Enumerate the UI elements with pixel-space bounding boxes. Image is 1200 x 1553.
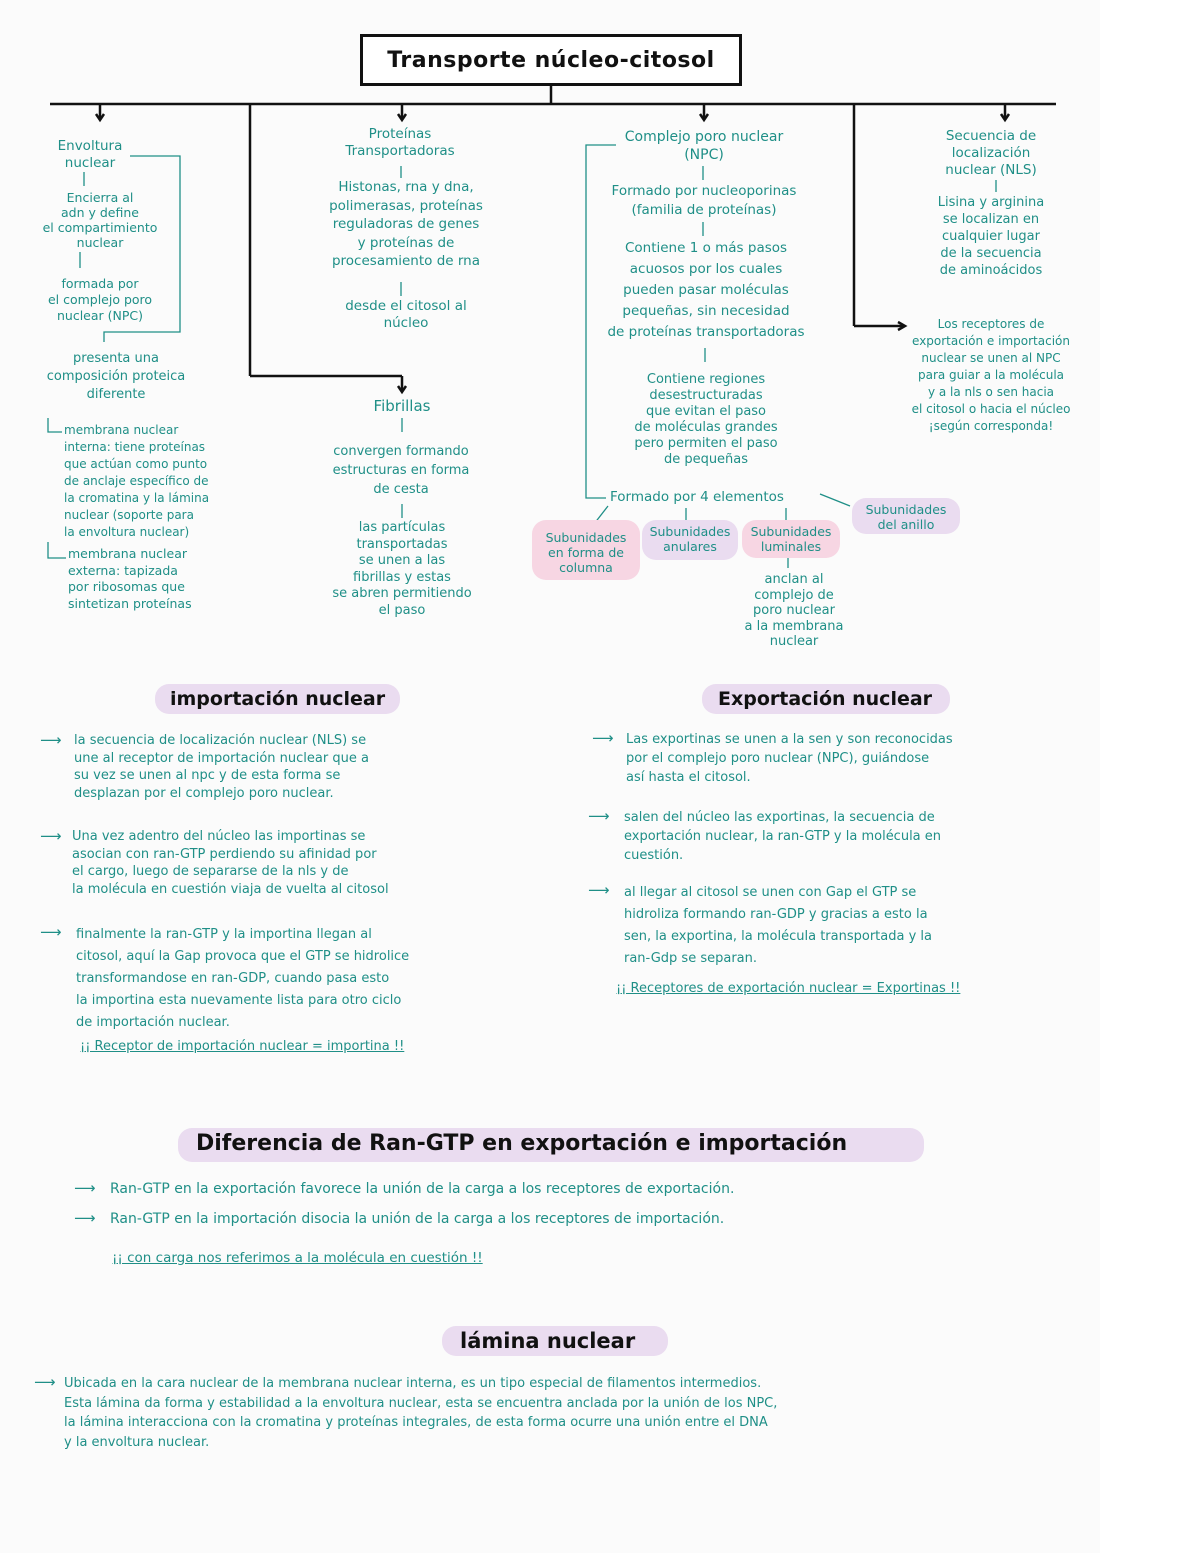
fibrillas-estructura: convergen formando estructuras en forma de cesta <box>332 444 470 497</box>
luminales-anclan: anclan al complejo de poro nuclear a la membrana nuclear <box>744 572 844 649</box>
diferencia-importacion: Ran-GTP en la importación disocia la unión de la carga a los receptores de importación. <box>110 1211 725 1227</box>
importacion-paso-2: Una vez adentro del núcleo las importinas se asocian con ran-GTP perdiendo su afinidad por el cargo, luego de separarse de la nls y de la molécula en cuestión viaja de vuelta al citosol <box>72 829 389 897</box>
envoltura-composicion: presenta una composición proteica diferente <box>46 351 186 402</box>
importacion-paso-3: finalmente la ran-GTP y la importina llegan al citosol, aquí la Gap provoca que el GTP se hidrolice transformandose en ran-GDP, cuando pasa esto la importina esta nuevamente lista para otro ciclo de importación nuclear. <box>76 927 410 1030</box>
exportacion-paso-2: salen del núcleo las exportinas, la secuencia de exportación nuclear, la ran-GTP y la molécula en cuestión. <box>624 810 942 863</box>
diferencia-exportacion: Ran-GTP en la exportación favorece la unión de la carga a los receptores de exportación. <box>110 1181 735 1197</box>
exportacion-nota: ¡¡ Receptores de exportación nuclear = Exportinas !! <box>616 981 961 996</box>
complejo-elementos: Formado por 4 elementos <box>610 489 784 505</box>
complejo-pasos-acuosos: Contiene 1 o más pasos acuosos por los cuales pueden pasar moléculas pequeñas, sin necesidad de proteínas transportadoras <box>607 240 805 340</box>
proteinas-lista: Histonas, rna y dna, polimerasas, proteínas reguladoras de genes y proteínas de procesamiento de rna <box>329 179 483 269</box>
importacion-nota: ¡¡ Receptor de importación nuclear = importina !! <box>80 1039 405 1054</box>
proteinas-title: Proteínas Transportadoras <box>345 126 455 159</box>
subunidades-luminales: Subunidades luminales <box>750 524 832 554</box>
secuencia-aminoacidos: Lisina y arginina se localizan en cualquier lugar de la secuencia de aminoácidos <box>937 195 1045 278</box>
exportacion-arrow-1: ⟶ <box>592 729 614 747</box>
exportacion-heading: Exportación nuclear <box>718 688 933 710</box>
fibrillas-title: Fibrillas <box>373 397 431 415</box>
subunidades-anillo: Subunidades del anillo <box>865 502 947 532</box>
envoltura-define: Encierra al adn y define el compartimiento nuclear <box>42 190 158 250</box>
subunidades-anulares: Subunidades anulares <box>649 524 731 554</box>
importacion-arrow-3: ⟶ <box>40 923 62 941</box>
lamina-arrow: ⟶ <box>34 1373 56 1391</box>
lamina-heading: lámina nuclear <box>460 1329 636 1353</box>
fibrillas-paso: las partículas transportadas se unen a las fibrillas y estas se abren permitiendo el paso <box>332 520 472 618</box>
secuencia-receptores: Los receptores de exportación e importación nuclear se unen al NPC para guiar a la molécula y a la nls o sen hacia el citosol o hacia el núcleo ¡según corresponda! <box>911 317 1071 433</box>
diferencia-arrow-2: ⟶ <box>74 1209 96 1227</box>
membrana-interna: membrana nuclear interna: tiene proteínas que actúan como punto de anclaje específico de la cromatina y la lámina nuclear (soporte para la envoltura nuclear) <box>64 423 210 539</box>
exportacion-arrow-3: ⟶ <box>588 881 610 899</box>
map-title-text: Transporte núcleo-citosol <box>387 47 715 73</box>
complejo-nucleoporinas: Formado por nucleoporinas (familia de proteínas) <box>611 183 797 218</box>
importacion-paso-1: la secuencia de localización nuclear (NLS) se une al receptor de importación nuclear que a su vez se unen al npc y de esta forma se desplazan por el complejo poro nuclear. <box>74 733 369 801</box>
importacion-arrow-2: ⟶ <box>40 827 62 845</box>
membrana-externa: membrana nuclear externa: tapizada por ribosomas que sintetizan proteínas <box>68 546 192 611</box>
subunidades-columna: Subunidades en forma de columna <box>545 530 627 575</box>
diferencia-heading: Diferencia de Ran-GTP en exportación e importación <box>196 1131 848 1156</box>
complejo-regiones: Contiene regiones desestructuradas que evitan el paso de moléculas grandes pero permiten el paso de pequeñas <box>634 372 778 467</box>
exportacion-arrow-2: ⟶ <box>588 807 610 825</box>
diferencia-arrow-1: ⟶ <box>74 1179 96 1197</box>
envoltura-formada: formada por el complejo poro nuclear (NPC) <box>47 276 153 323</box>
importacion-arrow-1: ⟶ <box>40 731 62 749</box>
diferencia-nota: ¡¡ con carga nos referimos a la molécula en cuestión !! <box>112 1250 483 1266</box>
map-title <box>360 34 742 86</box>
importacion-heading: importación nuclear <box>170 688 386 710</box>
envoltura-title: Envoltura nuclear <box>57 138 123 171</box>
complejo-title: Complejo poro nuclear (NPC) <box>624 129 784 163</box>
exportacion-paso-3: al llegar al citosol se unen con Gap el GTP se hidroliza formando ran-GDP y gracias a esto la sen, la exportina, la molécula transportada y la ran-Gdp se separan. <box>624 885 933 966</box>
lamina-descripcion: Ubicada en la cara nuclear de la membrana nuclear interna, es un tipo especial de filamentos intermedios. Esta lámina da forma y estabilidad a la envoltura nuclear, esta se encuentra anclada por la unión de los NPC, la lámina interacciona con la cromatina y proteínas integrales, de esta forma ocurre una unión entre el DNA y la envoltura nuclear. <box>64 1376 778 1450</box>
secuencia-title: Secuencia de localización nuclear (NLS) <box>945 128 1037 178</box>
exportacion-paso-1: Las exportinas se unen a la sen y son reconocidas por el complejo poro nuclear (NPC), guiándose así hasta el citosol. <box>626 732 953 785</box>
proteinas-destino: desde el citosol al núcleo <box>345 298 467 331</box>
